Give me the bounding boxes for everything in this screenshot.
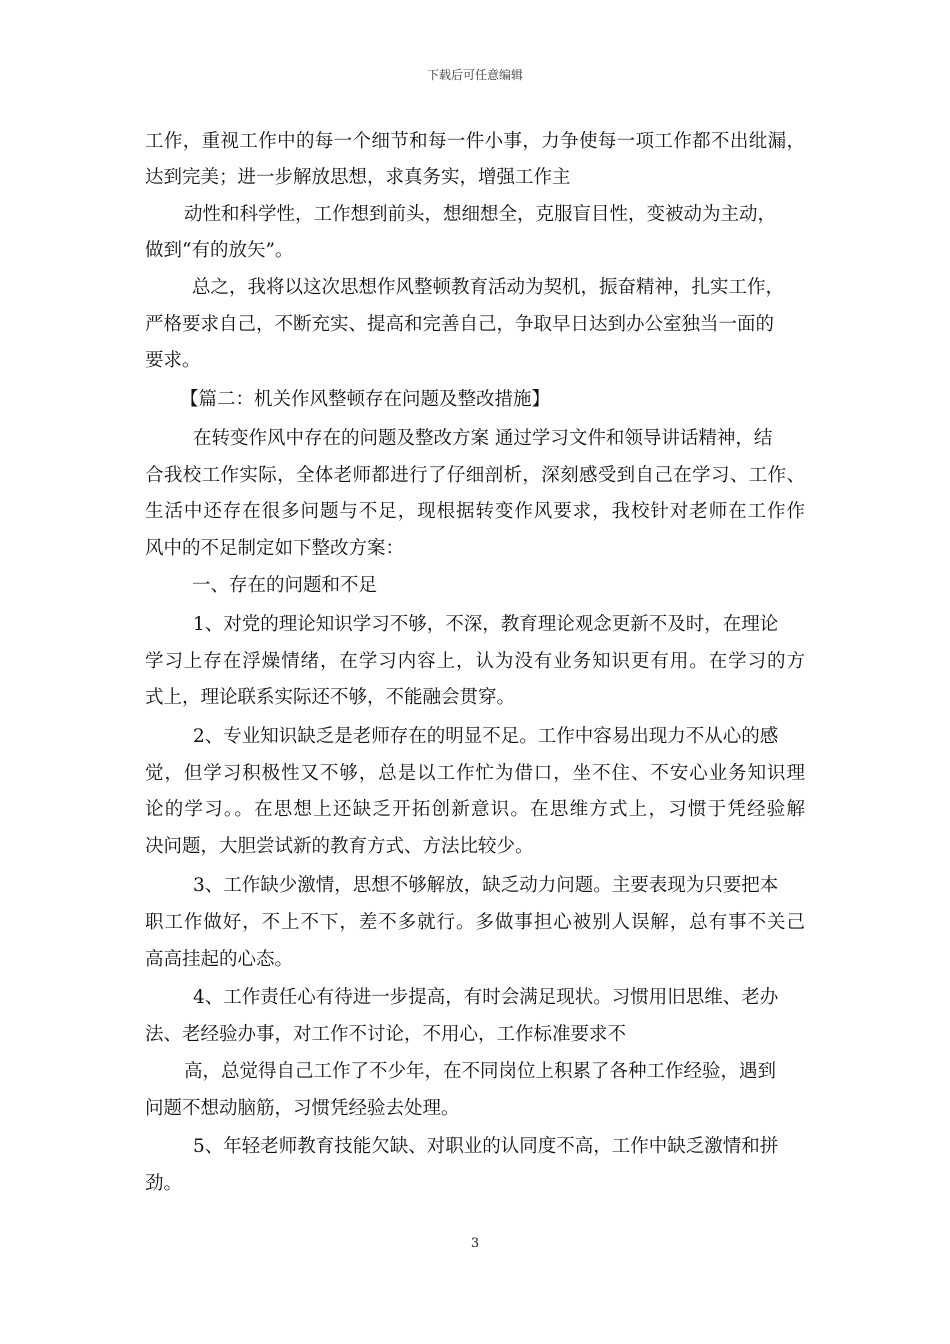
- text-line: 在转变作风中存在的问题及整改方案 通过学习文件和领导讲话精神，结: [193, 428, 773, 449]
- text-line: 高高挂起的心态。: [145, 949, 294, 970]
- text-line: 风中的不足制定如下整改方案：: [145, 538, 405, 559]
- text-line: 达到完美；进一步解放思想，求真务实，增强工作主: [145, 167, 571, 188]
- text-line: 严格要求自己，不断充实、提高和完善自己，争取早日达到办公室独当一面的: [145, 314, 775, 335]
- text-line: 2、专业知识缺乏是老师存在的明显不足。工作中容易出现力不从心的感: [193, 726, 779, 747]
- text-line: 劲。: [145, 1173, 183, 1194]
- subheading: 一、存在的问题和不足: [192, 575, 378, 596]
- text-line: 总之，我将以这次思想作风整顿教育活动为契机，振奋精神，扎实工作，: [192, 277, 785, 298]
- text-line: 觉，但学习积极性又不够，总是以工作忙为借口，坐不住、不安心业务知识理: [145, 763, 805, 784]
- text-line: 职工作做好，不上不下，差不多就行。多做事担心被别人误解，总有事不关己: [145, 912, 805, 933]
- page-header: 下载后可任意编辑: [426, 68, 523, 82]
- text-line: 动性和科学性，工作想到前头，想细想全，克服盲目性，变被动为主动，: [184, 204, 777, 225]
- text-line: 问题不想动脑筋，习惯凭经验去处理。: [145, 1098, 460, 1119]
- text-line: 式上，理论联系实际还不够，不能融会贯穿。: [145, 687, 516, 708]
- text-line: 法、老经验办事，对工作不讨论，不用心，工作标准要求不: [145, 1024, 627, 1045]
- text-line: 3、工作缺少激情，思想不够解放，缺乏动力问题。主要表现为只要把本: [193, 875, 779, 896]
- text-line: 合我校工作实际，全体老师都进行了仔细剖析，深刻感受到自己在学习、工作、: [145, 465, 805, 486]
- text-line: 工作，重视工作中的每一个细节和每一件小事，力争使每一项工作都不出纰漏，: [145, 131, 805, 152]
- text-line: 论的学习。。在思想上还缺乏开拓创新意识。在思维方式上，习惯于凭经验解: [145, 799, 805, 820]
- text-line: 4、工作责任心有待进一步提高，有时会满足现状。习惯用旧思维、老办: [193, 987, 779, 1008]
- text-line: 生活中还存在很多问题与不足，现根据转变作风要求，我校针对老师在工作作: [145, 501, 805, 522]
- text-line: 要求。: [145, 350, 201, 371]
- text-line: 高，总觉得自己工作了不少年，在不同岗位上积累了各种工作经验，遇到: [184, 1061, 777, 1082]
- text-line: 5、年轻老师教育技能欠缺、对职业的认同度不高，工作中缺乏激情和拼: [193, 1136, 779, 1157]
- text-line: 学习上存在浮燥情绪，在学习内容上，认为没有业务知识更有用。在学习的方: [145, 651, 805, 672]
- page-number: 3: [470, 1236, 480, 1251]
- text-line: 做到“有的放矢”。: [145, 240, 294, 261]
- text-line: 决问题，大胆尝试新的教育方式、方法比较少。: [145, 836, 534, 857]
- text-line: 1、对党的理论知识学习不够，不深，教育理论观念更新不及时，在理论: [193, 614, 779, 635]
- section-heading: 【篇二：机关作风整顿存在问题及整改措施】: [180, 389, 551, 410]
